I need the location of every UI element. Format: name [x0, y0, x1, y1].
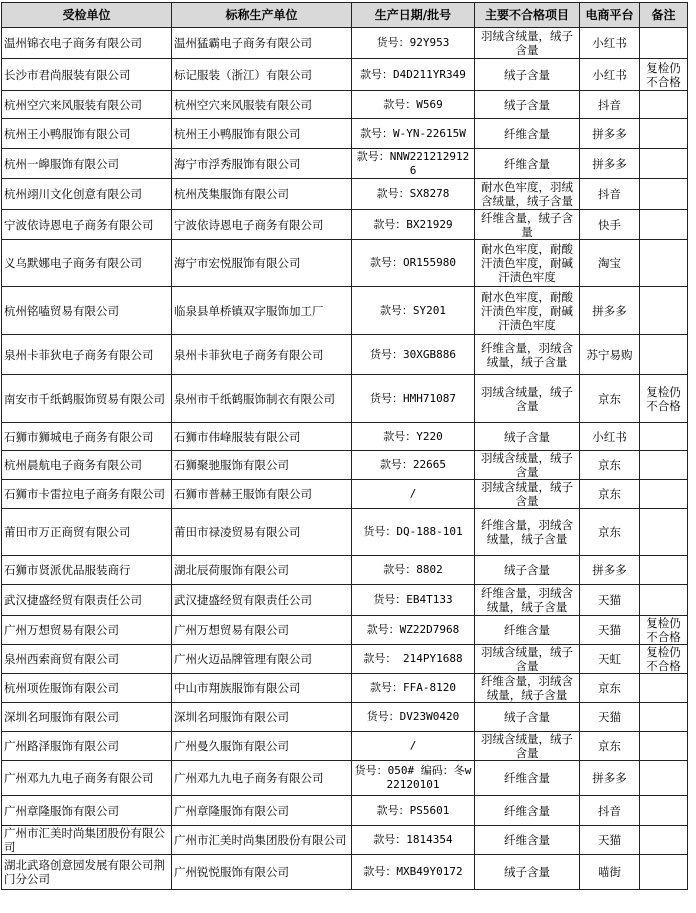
nominal-producer-cell: 海宁市浮秀服饰有限公司	[172, 149, 352, 179]
nominal-producer-cell: 中山市翔族服饰有限公司	[172, 674, 352, 703]
table-row	[2, 423, 688, 451]
failed-items-cell: 羽绒含绒量，绒子含量	[475, 732, 580, 761]
production-batch-cell: 款号：1814354	[352, 826, 475, 855]
ecommerce-platform-cell: 天猫	[580, 826, 640, 855]
nominal-producer-cell: 杭州王小鸭服饰有限公司	[172, 119, 352, 149]
failed-items-cell: 纤维含量	[475, 119, 580, 149]
ecommerce-platform-cell: 京东	[580, 732, 640, 761]
production-batch-cell: 货号：HMH71087	[352, 375, 475, 423]
production-batch-cell: 款号：22665	[352, 451, 475, 480]
failed-items-cell: 绒子含量	[475, 423, 580, 451]
remarks-cell: 复检仍不合格	[640, 616, 688, 645]
table-row	[2, 732, 688, 761]
inspected-unit-cell: 杭州铭嗑贸易有限公司	[2, 287, 172, 335]
remarks-cell: 复检仍不合格	[640, 645, 688, 674]
failed-items-cell: 羽绒含绒量，绒子含量	[475, 28, 580, 59]
nominal-producer-cell: 广州锐悦服饰有限公司	[172, 855, 352, 890]
remarks-cell	[640, 119, 688, 149]
failed-items-cell: 纤维含量，绒子含量	[475, 210, 580, 240]
table-row	[2, 703, 688, 732]
table-row	[2, 375, 688, 423]
table-row	[2, 645, 688, 674]
remarks-cell	[640, 855, 688, 890]
ecommerce-platform-cell: 拼多多	[580, 119, 640, 149]
failed-items-cell: 羽绒含绒量，绒子含量	[475, 451, 580, 480]
remarks-cell	[640, 480, 688, 509]
production-batch-cell: 款号：SY201	[352, 287, 475, 335]
ecommerce-platform-cell: 喵街	[580, 855, 640, 890]
remarks-cell	[640, 703, 688, 732]
inspected-unit-cell: 广州万想贸易有限公司	[2, 616, 172, 645]
remarks-cell	[640, 585, 688, 616]
table-row	[2, 287, 688, 335]
failed-items-cell: 纤维含量	[475, 616, 580, 645]
inspection-results-table	[1, 2, 688, 890]
failed-items-cell: 耐水色牢度，耐酸汗渍色牢度，耐碱汗渍色牢度	[475, 240, 580, 287]
inspected-unit-cell: 武汉捷盛经贸有限责任公司	[2, 585, 172, 616]
inspected-unit-cell: 南安市千纸鹤服饰贸易有限公司	[2, 375, 172, 423]
nominal-producer-cell: 温州猛霸电子商务有限公司	[172, 28, 352, 59]
remarks-cell	[640, 826, 688, 855]
inspected-unit-cell: 莆田市万正商贸有限公司	[2, 509, 172, 556]
table-row	[2, 240, 688, 287]
inspected-unit-cell: 杭州晨航电子商务有限公司	[2, 451, 172, 480]
nominal-producer-cell: 宁波依诗恩电子商务有限公司	[172, 210, 352, 240]
inspected-unit-cell: 石狮市卡雷拉电子商务有限公司	[2, 480, 172, 509]
table-row	[2, 149, 688, 179]
table-row	[2, 585, 688, 616]
nominal-producer-cell: 临泉县单桥镇双字服饰加工厂	[172, 287, 352, 335]
production-batch-cell: /	[352, 732, 475, 761]
production-batch-cell: 款号：W-YN-22615W	[352, 119, 475, 149]
ecommerce-platform-cell: 天猫	[580, 703, 640, 732]
inspected-unit-cell: 杭州一皞服饰有限公司	[2, 149, 172, 179]
production-batch-cell: 货号：DQ-188-101	[352, 509, 475, 556]
table-row	[2, 210, 688, 240]
failed-items-cell: 纤维含量，羽绒含绒量，绒子含量	[475, 335, 580, 375]
inspected-unit-cell: 杭州项佐服饰有限公司	[2, 674, 172, 703]
failed-items-cell: 绒子含量	[475, 91, 580, 119]
table-row	[2, 179, 688, 210]
table-row	[2, 826, 688, 855]
production-batch-cell: /	[352, 480, 475, 509]
failed-items-cell: 纤维含量	[475, 761, 580, 796]
ecommerce-platform-cell: 拼多多	[580, 556, 640, 585]
production-batch-cell: 款号：FFA-8120	[352, 674, 475, 703]
production-batch-cell: 款号：8802	[352, 556, 475, 585]
remarks-cell	[640, 674, 688, 703]
inspected-unit-cell: 杭州翊川文化创意有限公司	[2, 179, 172, 210]
table-row	[2, 556, 688, 585]
nominal-producer-cell: 标记服装（浙江）有限公司	[172, 59, 352, 91]
ecommerce-platform-cell: 拼多多	[580, 761, 640, 796]
failed-items-cell: 纤维含量	[475, 796, 580, 826]
table-row	[2, 796, 688, 826]
ecommerce-platform-cell: 小红书	[580, 28, 640, 59]
failed-items-cell: 耐水色牢度，羽绒含绒量，绒子含量	[475, 179, 580, 210]
remarks-cell: 复检仍不合格	[640, 375, 688, 423]
nominal-producer-cell: 广州市汇美时尚集团股份有限公司	[172, 826, 352, 855]
table-row	[2, 616, 688, 645]
table-row	[2, 335, 688, 375]
table-body	[2, 28, 688, 890]
nominal-producer-cell: 广州曼久服饰有限公司	[172, 732, 352, 761]
failed-items-cell: 耐水色牢度，耐酸汗渍色牢度，耐碱汗渍色牢度	[475, 287, 580, 335]
nominal-producer-cell: 莆田市禄凌贸易有限公司	[172, 509, 352, 556]
inspected-unit-cell: 湖北武珞创意园发展有限公司荆门分公司	[2, 855, 172, 890]
header-failed-items: 主要不合格项目	[475, 3, 580, 28]
ecommerce-platform-cell: 京东	[580, 451, 640, 480]
table-row	[2, 91, 688, 119]
production-batch-cell: 货号：050# 编码：冬w22120101	[352, 761, 475, 796]
failed-items-cell: 纤维含量，羽绒含绒量，绒子含量	[475, 674, 580, 703]
header-production-batch: 生产日期/批号	[352, 3, 475, 28]
ecommerce-platform-cell: 天猫	[580, 616, 640, 645]
remarks-cell	[640, 556, 688, 585]
production-batch-cell: 货号：92Y953	[352, 28, 475, 59]
failed-items-cell: 纤维含量，羽绒含绒量，绒子含量	[475, 585, 580, 616]
ecommerce-platform-cell: 抖音	[580, 796, 640, 826]
production-batch-cell: 款号：OR155980	[352, 240, 475, 287]
table-row	[2, 480, 688, 509]
remarks-cell	[640, 210, 688, 240]
ecommerce-platform-cell: 京东	[580, 480, 640, 509]
nominal-producer-cell: 武汉捷盛经贸有限责任公司	[172, 585, 352, 616]
table-row	[2, 509, 688, 556]
remarks-cell	[640, 335, 688, 375]
inspected-unit-cell: 杭州空穴来风服装有限公司	[2, 91, 172, 119]
nominal-producer-cell: 泉州市千纸鹤服饰制衣有限公司	[172, 375, 352, 423]
inspected-unit-cell: 广州市汇美时尚集团股份有限公司	[2, 826, 172, 855]
remarks-cell	[640, 796, 688, 826]
production-batch-cell: 款号：SX8278	[352, 179, 475, 210]
ecommerce-platform-cell: 抖音	[580, 91, 640, 119]
failed-items-cell: 羽绒含绒量，绒子含量	[475, 645, 580, 674]
remarks-cell: 复检仍不合格	[640, 59, 688, 91]
ecommerce-platform-cell: 天猫	[580, 585, 640, 616]
nominal-producer-cell: 深圳名珂服饰有限公司	[172, 703, 352, 732]
ecommerce-platform-cell: 快手	[580, 210, 640, 240]
remarks-cell	[640, 91, 688, 119]
nominal-producer-cell: 石狮市伟峰服装有限公司	[172, 423, 352, 451]
production-batch-cell: 款号： 214PY1688	[352, 645, 475, 674]
inspected-unit-cell: 泉州卡菲狄电子商务有限公司	[2, 335, 172, 375]
production-batch-cell: 款号：BX21929	[352, 210, 475, 240]
inspected-unit-cell: 广州邓九九电子商务有限公司	[2, 761, 172, 796]
production-batch-cell: 款号：W569	[352, 91, 475, 119]
inspected-unit-cell: 长沙市君尚服装有限公司	[2, 59, 172, 91]
inspected-unit-cell: 宁波依诗恩电子商务有限公司	[2, 210, 172, 240]
remarks-cell	[640, 179, 688, 210]
production-batch-cell: 款号：NNW2212129126	[352, 149, 475, 179]
nominal-producer-cell: 广州邓九九电子商务有限公司	[172, 761, 352, 796]
ecommerce-platform-cell: 京东	[580, 375, 640, 423]
table-row	[2, 28, 688, 59]
inspected-unit-cell: 深圳名珂服饰有限公司	[2, 703, 172, 732]
production-batch-cell: 款号：PS5601	[352, 796, 475, 826]
inspected-unit-cell: 温州锦衣电子商务有限公司	[2, 28, 172, 59]
table-row	[2, 855, 688, 890]
production-batch-cell: 货号：30XGB886	[352, 335, 475, 375]
nominal-producer-cell: 杭州茂集服饰有限公司	[172, 179, 352, 210]
ecommerce-platform-cell: 小红书	[580, 59, 640, 91]
header-remarks: 备注	[640, 3, 688, 28]
failed-items-cell: 绒子含量	[475, 703, 580, 732]
remarks-cell	[640, 423, 688, 451]
inspected-unit-cell: 杭州王小鸭服饰有限公司	[2, 119, 172, 149]
nominal-producer-cell: 海宁市宏悦服饰有限公司	[172, 240, 352, 287]
failed-items-cell: 羽绒含绒量，绒子含量	[475, 480, 580, 509]
table-row	[2, 59, 688, 91]
inspected-unit-cell: 石狮市狮城电子商务有限公司	[2, 423, 172, 451]
production-batch-cell: 款号：WZ22D7968	[352, 616, 475, 645]
table-row	[2, 674, 688, 703]
remarks-cell	[640, 240, 688, 287]
ecommerce-platform-cell: 小红书	[580, 423, 640, 451]
nominal-producer-cell: 广州章隆服饰有限公司	[172, 796, 352, 826]
table-row	[2, 761, 688, 796]
ecommerce-platform-cell: 抖音	[580, 179, 640, 210]
ecommerce-platform-cell: 苏宁易购	[580, 335, 640, 375]
ecommerce-platform-cell: 天虹	[580, 645, 640, 674]
production-batch-cell: 货号：EB4T133	[352, 585, 475, 616]
remarks-cell	[640, 287, 688, 335]
nominal-producer-cell: 广州火迈品牌管理有限公司	[172, 645, 352, 674]
ecommerce-platform-cell: 京东	[580, 674, 640, 703]
table-header-row	[2, 3, 688, 28]
inspected-unit-cell: 广州章隆服饰有限公司	[2, 796, 172, 826]
ecommerce-platform-cell: 淘宝	[580, 240, 640, 287]
remarks-cell	[640, 149, 688, 179]
production-batch-cell: 货号：DV23W0420	[352, 703, 475, 732]
failed-items-cell: 绒子含量	[475, 556, 580, 585]
table-row	[2, 119, 688, 149]
ecommerce-platform-cell: 拼多多	[580, 149, 640, 179]
failed-items-cell: 纤维含量	[475, 826, 580, 855]
nominal-producer-cell: 石狮聚驰服饰有限公司	[172, 451, 352, 480]
inspected-unit-cell: 广州路泽服饰有限公司	[2, 732, 172, 761]
production-batch-cell: 款号：Y220	[352, 423, 475, 451]
header-nominal-producer: 标称生产单位	[172, 3, 352, 28]
remarks-cell	[640, 509, 688, 556]
ecommerce-platform-cell: 拼多多	[580, 287, 640, 335]
nominal-producer-cell: 湖北辰荷服饰有限公司	[172, 556, 352, 585]
failed-items-cell: 绒子含量	[475, 59, 580, 91]
production-batch-cell: 款号：MXB49Y0172	[352, 855, 475, 890]
remarks-cell	[640, 451, 688, 480]
table-row	[2, 451, 688, 480]
nominal-producer-cell: 泉州卡菲狄电子商务有限公司	[172, 335, 352, 375]
inspected-unit-cell: 石狮市贤派优品服装商行	[2, 556, 172, 585]
header-inspected-unit: 受检单位	[2, 3, 172, 28]
production-batch-cell: 款号：D4D211YR349	[352, 59, 475, 91]
inspected-unit-cell: 泉州西索商贸有限公司	[2, 645, 172, 674]
nominal-producer-cell: 广州万想贸易有限公司	[172, 616, 352, 645]
header-ecommerce-platform: 电商平台	[580, 3, 640, 28]
failed-items-cell: 羽绒含绒量，绒子含量	[475, 375, 580, 423]
failed-items-cell: 绒子含量	[475, 855, 580, 890]
failed-items-cell: 纤维含量，羽绒含绒量，绒子含量	[475, 509, 580, 556]
remarks-cell	[640, 28, 688, 59]
failed-items-cell: 纤维含量	[475, 149, 580, 179]
nominal-producer-cell: 杭州空穴来风服装有限公司	[172, 91, 352, 119]
nominal-producer-cell: 石狮市普赫王服饰有限公司	[172, 480, 352, 509]
remarks-cell	[640, 732, 688, 761]
remarks-cell	[640, 761, 688, 796]
inspected-unit-cell: 义乌默娜电子商务有限公司	[2, 240, 172, 287]
ecommerce-platform-cell: 京东	[580, 509, 640, 556]
